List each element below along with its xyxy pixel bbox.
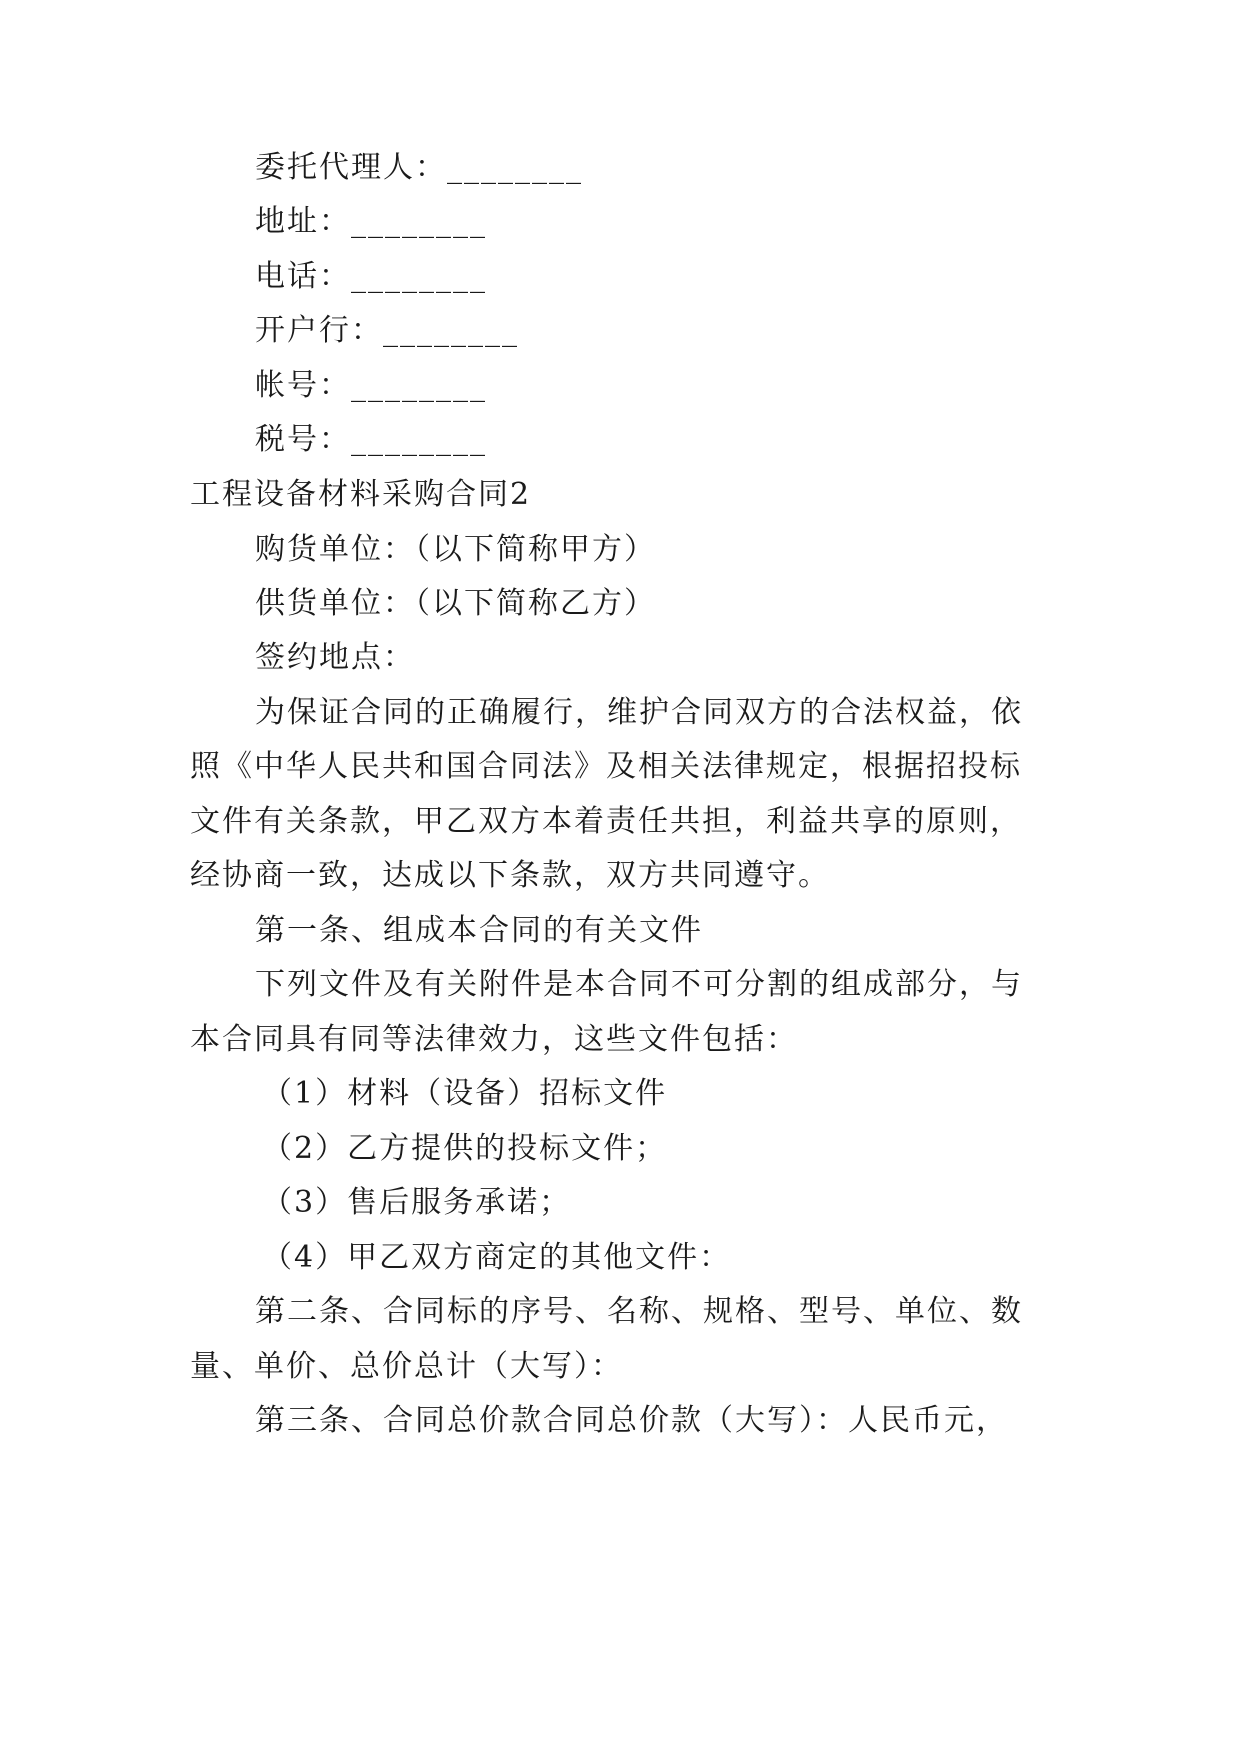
preamble-line: 经协商一致，达成以下条款，双方共同遵守。 <box>190 858 830 893</box>
article-2-line: 第二条、合同标的序号、名称、规格、型号、单位、数 <box>255 1294 1023 1329</box>
document-list-item: （1）材料（设备）招标文件 <box>262 1076 668 1111</box>
article-1-body-line: 下列文件及有关附件是本合同不可分割的组成部分，与 <box>255 967 1023 1002</box>
address-line: 地址：________ <box>255 204 487 239</box>
article-3-line: 第三条、合同总价款合同总价款（大写）：人民币元， <box>255 1403 1008 1438</box>
account-line: 帐号：________ <box>255 368 487 403</box>
preamble-line: 文件有关条款，甲乙双方本着责任共担，利益共享的原则， <box>190 804 1022 839</box>
article-1-body-line: 本合同具有同等法律效力，这些文件包括： <box>190 1022 798 1057</box>
bank-line: 开户行：________ <box>255 313 519 348</box>
article-2-line: 量、单价、总价总计（大写）： <box>190 1349 623 1384</box>
preamble-line: 照《中华人民共和国合同法》及相关法律规定，根据招投标 <box>190 749 1022 784</box>
article-1-title: 第一条、组成本合同的有关文件 <box>255 913 703 948</box>
seller-line: 供货单位：（以下简称乙方） <box>255 586 656 621</box>
signing-place-line: 签约地点： <box>255 640 415 675</box>
contract-title: 工程设备材料采购合同2 <box>190 477 532 512</box>
document-list-item: （2）乙方提供的投标文件； <box>262 1131 668 1166</box>
preamble-line: 为保证合同的正确履行，维护合同双方的合法权益，依 <box>255 695 1023 730</box>
document-list-item: （4）甲乙双方商定的其他文件： <box>262 1240 732 1275</box>
document-list-item: （3）售后服务承诺； <box>262 1185 572 1220</box>
buyer-line: 购货单位：（以下简称甲方） <box>255 532 656 567</box>
tax-id-line: 税号：________ <box>255 422 487 457</box>
agent-line: 委托代理人：________ <box>255 150 583 185</box>
phone-line: 电话：________ <box>255 259 487 294</box>
